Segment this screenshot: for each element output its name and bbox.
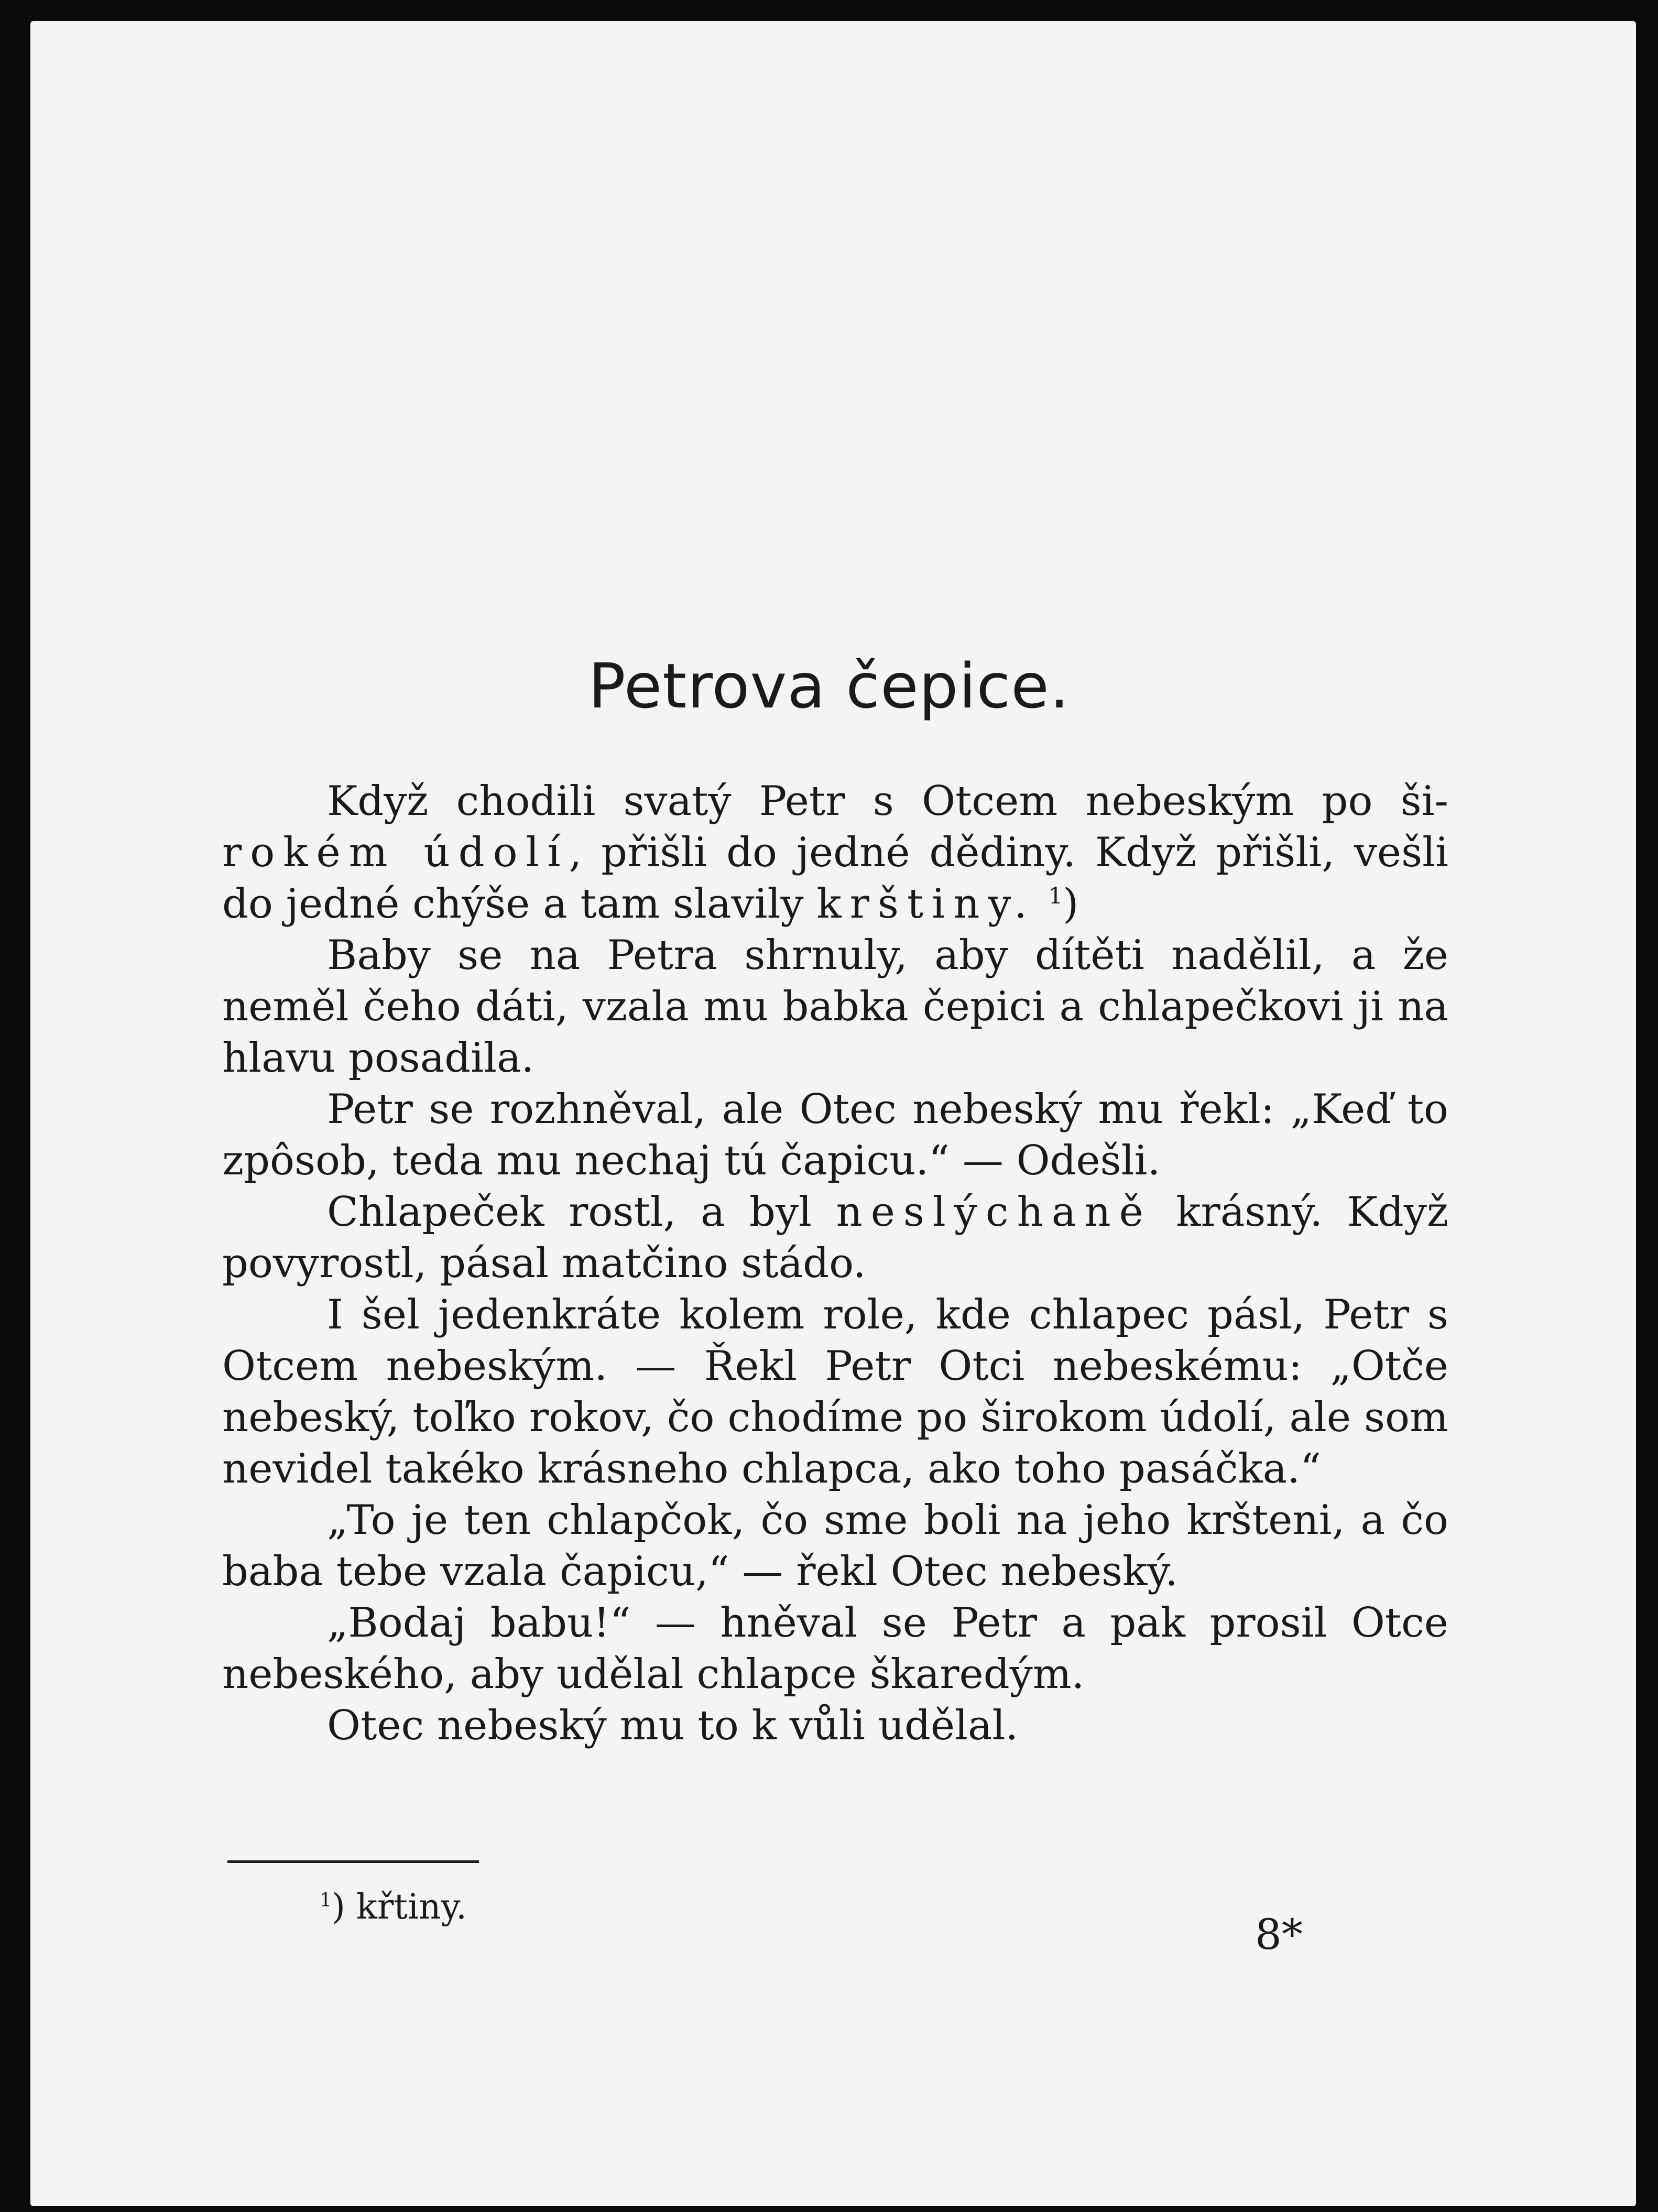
text-run: Petr se rozhněval, ale Otec nebeský mu řekl: „Keď to zpôsob, teda mu nechaj tú čapicu.“ — Odešli. xyxy=(222,1086,1448,1184)
text-run: I šel jedenkráte kolem role, kde chlapec pásl, Petr s Otcem nebeským. — Řekl Petr Otci nebeskému: „Otče nebeský, toľko rokov, čo chodíme po širokom údolí, ale som nevidel takéko krásneho chlapca, ako toho pasáčka.“ xyxy=(222,1291,1448,1492)
spaced-text: krštiny. xyxy=(816,880,1035,928)
paragraph xyxy=(222,1597,1448,1700)
paragraph xyxy=(222,1495,1448,1597)
footnote-reference: 1 xyxy=(1048,883,1063,909)
signature-mark: 8* xyxy=(1255,1910,1303,1959)
spaced-text: neslýchaně xyxy=(836,1189,1152,1236)
footnote-rule xyxy=(227,1860,479,1863)
paragraph xyxy=(222,1700,1448,1751)
footnote-marker: 1 xyxy=(320,1889,332,1911)
text-run: , přišli do jedné dědiny. Když přišli, vešli do jedné chýše a tam slavily xyxy=(222,829,1448,928)
text-run: Chlapeček rostl, a byl xyxy=(327,1189,836,1236)
paragraph xyxy=(222,1186,1448,1289)
body-text xyxy=(222,776,1448,1751)
text-run: „To je ten chlapčok, čo sme boli na jeho kršteni, a čo baba tebe vzala čapicu,“ — řekl Otec nebeský. xyxy=(222,1497,1448,1595)
text-run: ) xyxy=(1063,880,1079,928)
page-title: Petrova čepice. xyxy=(588,650,1070,722)
spaced-text: rokém údolí xyxy=(222,829,569,876)
text-run: Když chodili svatý Petr s Otcem nebeským po ši xyxy=(327,778,1448,825)
text-run: krásný. Když povyrostl, pásal matčino stádo. xyxy=(222,1189,1448,1287)
paragraph xyxy=(222,776,1448,930)
footnote xyxy=(320,1887,467,1927)
paragraph xyxy=(222,1289,1448,1495)
paragraph xyxy=(222,1084,1448,1186)
text-run: Baby se na Petra shrnuly, aby dítěti nadělil, a že neměl čeho dáti, vzala mu babka čepici a chlapečkovi ji na hlavu posadila. xyxy=(222,932,1448,1082)
footnote-text: ) křtiny. xyxy=(332,1887,467,1927)
text-run: „Bodaj babu!“ — hněval se Petr a pak prosil Otce nebeského, aby udělal chlapce škaredým. xyxy=(222,1599,1448,1698)
text-run xyxy=(1035,880,1049,928)
text-run: Otec nebeský mu to k vůli udělal. xyxy=(327,1702,1019,1749)
paragraph xyxy=(222,930,1448,1084)
